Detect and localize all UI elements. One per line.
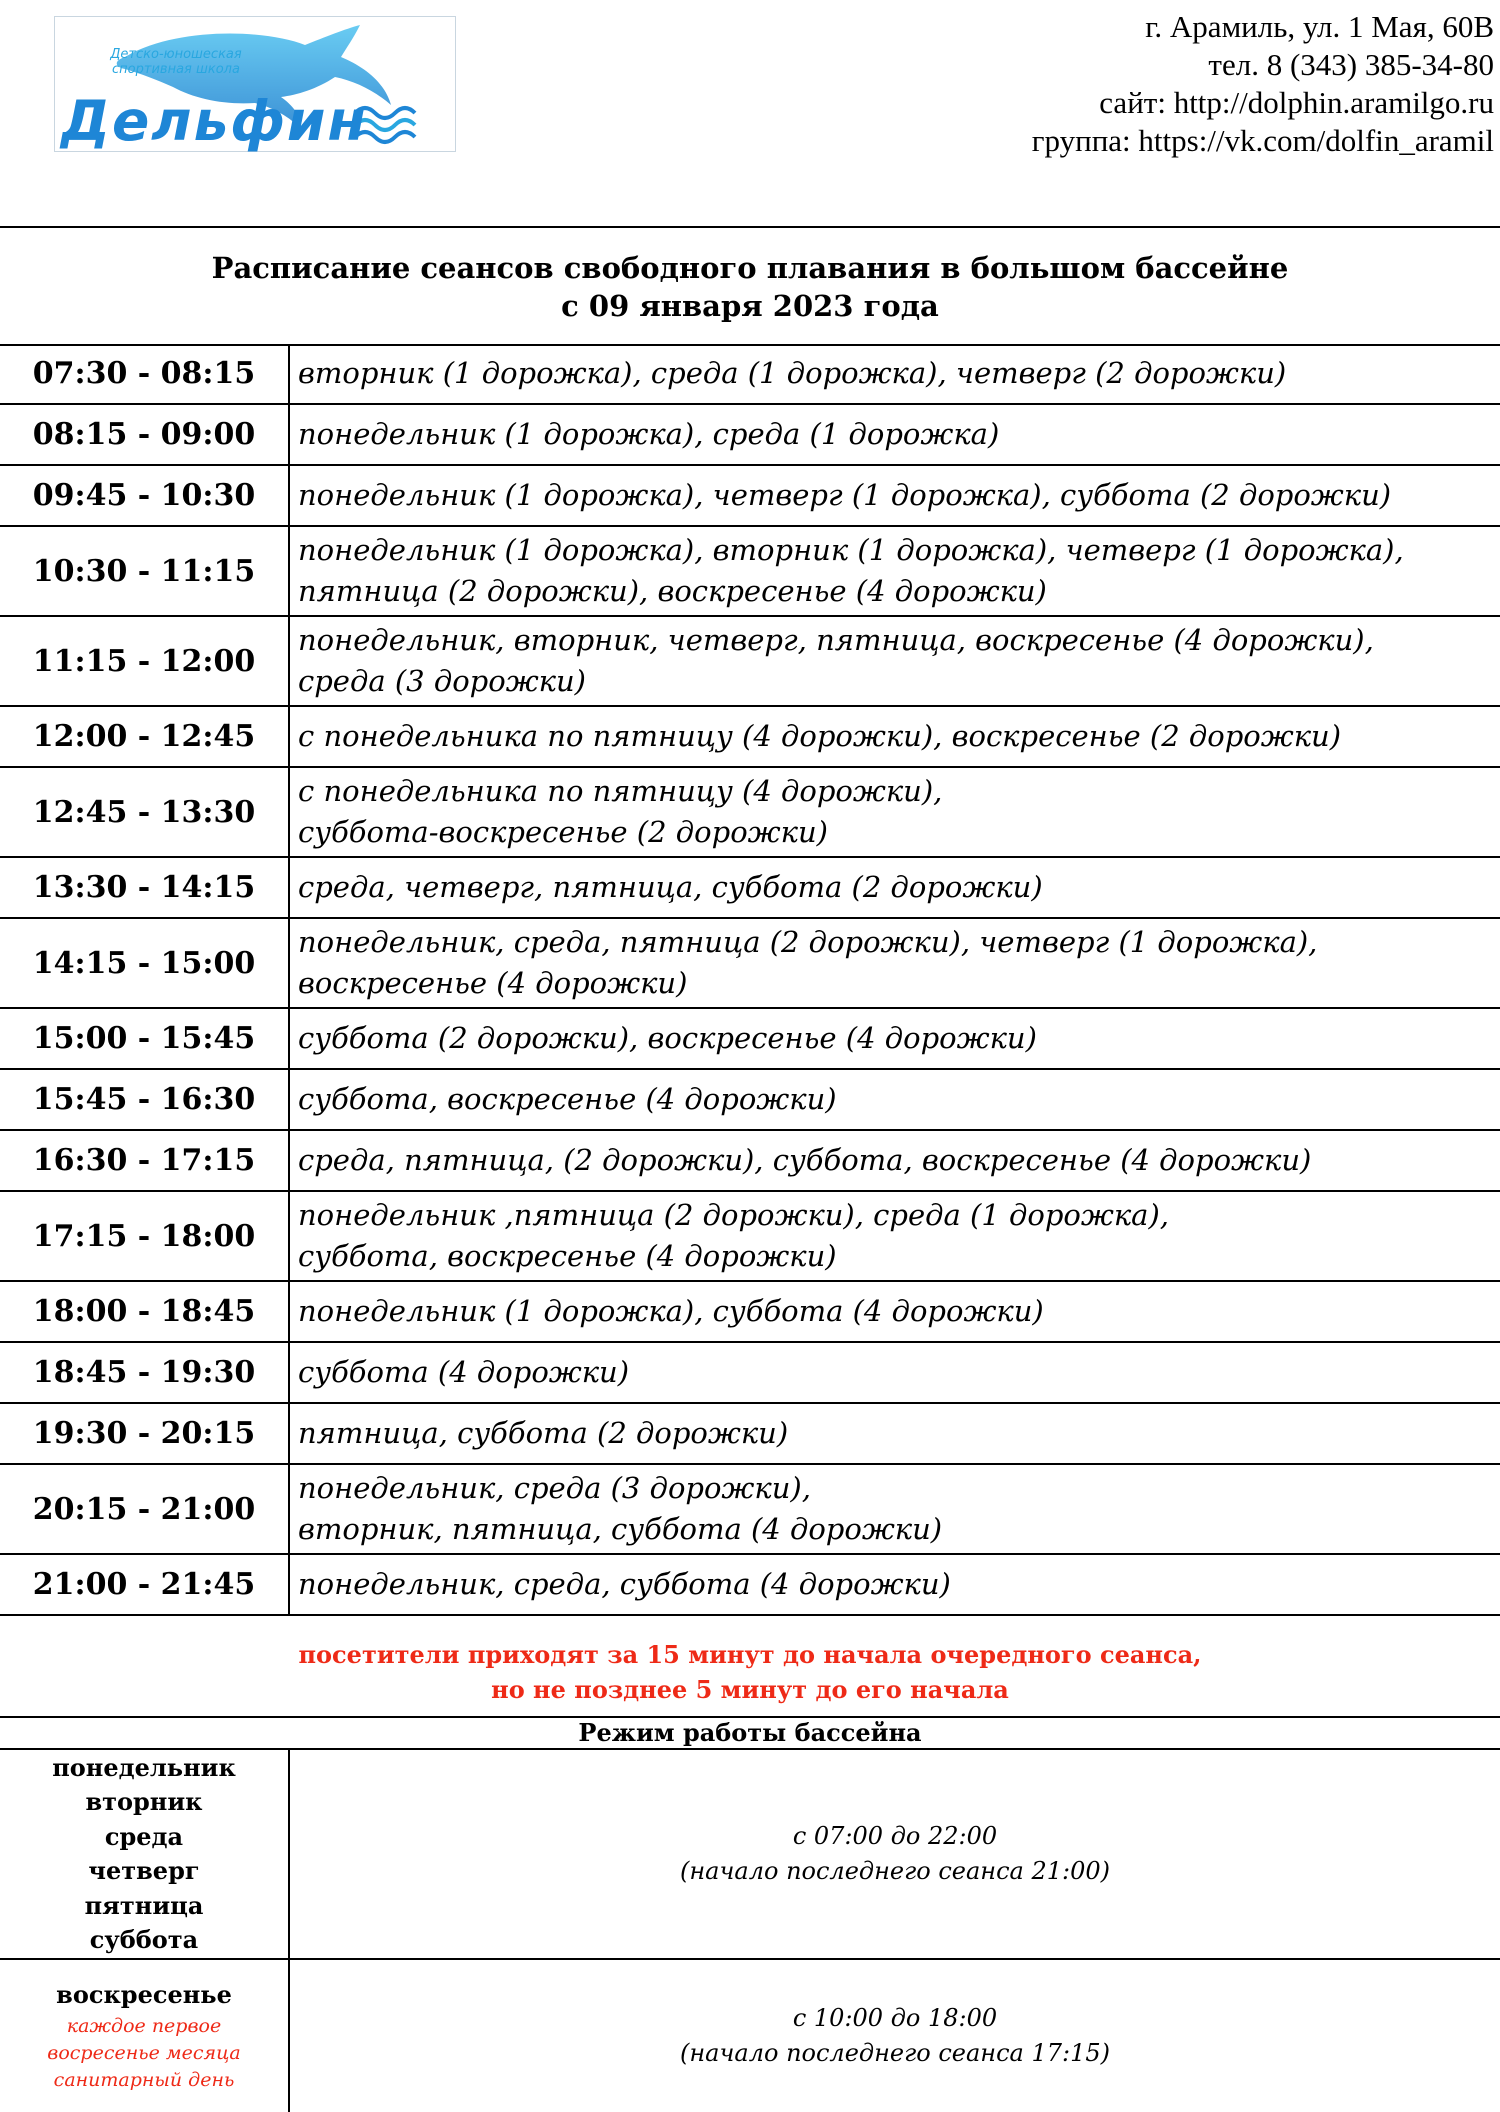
weekday-name: пятница (84, 1890, 204, 1920)
weekday-name: вторник (85, 1787, 203, 1816)
sunday-last-session: (начало последнего сеанса 17:15) (679, 2039, 1110, 2067)
title-line2: с 09 января 2023 года (561, 289, 939, 323)
logo-subtitle-line1: Детско-юношеская (110, 47, 242, 62)
session-time: 15:45 - 16:30 (0, 1069, 289, 1130)
session-days (289, 1008, 1500, 1069)
schedule-row (0, 526, 1500, 616)
schedule-row (0, 1281, 1500, 1342)
logo-name: Дельфин (61, 89, 368, 153)
schedule-row (0, 706, 1500, 767)
weekday-hours (289, 1750, 1500, 1959)
session-days-line: среда, четверг, пятница, суббота (2 дорожки) (298, 870, 1043, 904)
session-time: 14:15 - 15:00 (0, 918, 289, 1008)
session-time: 09:45 - 10:30 (0, 465, 289, 526)
session-time: 19:30 - 20:15 (0, 1403, 289, 1464)
sunday-hours (289, 1959, 1500, 2112)
session-days (289, 857, 1500, 918)
session-days (289, 767, 1500, 857)
session-time: 15:00 - 15:45 (0, 1008, 289, 1069)
session-days-line: среда, пятница, (2 дорожки), суббота, воскресенье (4 дорожки) (298, 1143, 1312, 1177)
sanitary-note-line: восресенье месяца (47, 2041, 241, 2064)
session-days (289, 616, 1500, 706)
sanitary-note-line: санитарный день (53, 2068, 235, 2091)
session-days-line: пятница, суббота (2 дорожки) (298, 1416, 789, 1450)
session-time: 18:00 - 18:45 (0, 1281, 289, 1342)
session-days-line: понедельник, среда, пятница (2 дорожки), четверг (1 дорожка), (298, 925, 1318, 959)
schedule-row (0, 767, 1500, 857)
session-days-line: понедельник (1 дорожка), среда (1 дорожка) (298, 417, 1000, 451)
sunday-cell (0, 1959, 289, 2112)
weekday-last-session: (начало последнего сеанса 21:00) (679, 1857, 1110, 1885)
session-days (289, 526, 1500, 616)
session-time: 11:15 - 12:00 (0, 616, 289, 706)
dolphin-logo (54, 16, 456, 152)
session-days (289, 1130, 1500, 1191)
notice-line1: посетители приходят за 15 минут до начала очередного сеанса, (298, 1640, 1202, 1669)
session-days-line: суббота (4 дорожки) (298, 1355, 630, 1389)
work-hours-table (0, 1750, 1500, 2112)
weekday-name: четверг (88, 1856, 200, 1885)
session-time: 12:45 - 13:30 (0, 767, 289, 857)
session-time: 20:15 - 21:00 (0, 1464, 289, 1554)
logo-subtitle (81, 47, 271, 77)
session-days-line: с понедельника по пятницу (4 дорожки), воскресенье (2 дорожки) (298, 719, 1342, 753)
session-days-line: понедельник (1 дорожка), суббота (4 дорожки) (298, 1294, 1044, 1328)
session-days (289, 1069, 1500, 1130)
session-time: 08:15 - 09:00 (0, 404, 289, 465)
session-days-line: воскресенье (4 дорожки) (298, 966, 688, 1000)
session-days-line: понедельник (1 дорожка), вторник (1 дорожка), четверг (1 дорожка), (298, 533, 1404, 567)
session-days (289, 918, 1500, 1008)
schedule-row (0, 1191, 1500, 1281)
session-days (289, 404, 1500, 465)
address: г. Арамиль, ул. 1 Мая, 60В (1145, 9, 1494, 44)
session-days (289, 1403, 1500, 1464)
weekday-name: суббота (89, 1925, 199, 1954)
schedule-title (0, 226, 1500, 346)
schedule-row (0, 1069, 1500, 1130)
session-days-line: суббота-воскресенье (2 дорожки) (298, 815, 828, 849)
schedule-row (0, 1008, 1500, 1069)
session-days-line: понедельник, вторник, четверг, пятница, воскресенье (4 дорожки), (298, 623, 1374, 657)
schedule-row (0, 918, 1500, 1008)
schedule-row (0, 1342, 1500, 1403)
session-days (289, 1554, 1500, 1615)
schedule-row (0, 1464, 1500, 1554)
session-days (289, 706, 1500, 767)
session-days (289, 1281, 1500, 1342)
session-days-line: понедельник, среда (3 дорожки), (298, 1471, 811, 1505)
session-days-line: понедельник (1 дорожка), четверг (1 дорожка), суббота (2 дорожки) (298, 478, 1392, 512)
session-time: 13:30 - 14:15 (0, 857, 289, 918)
schedule-row (0, 1130, 1500, 1191)
work-hours-title: Режим работы бассейна (0, 1718, 1500, 1750)
weekday-hours-row (0, 1750, 1500, 1959)
schedule-row (0, 1403, 1500, 1464)
phone: тел. 8 (343) 385-34-80 (1208, 47, 1494, 82)
session-days-line: суббота (2 дорожки), воскресенье (4 дорожки) (298, 1021, 1037, 1055)
session-days-line: вторник (1 дорожка), среда (1 дорожка), четверг (2 дорожки) (298, 356, 1287, 390)
schedule-row (0, 616, 1500, 706)
sunday-name: воскресенье (56, 1980, 232, 2010)
session-time: 07:30 - 08:15 (0, 344, 289, 404)
sanitary-note-line: каждое первое (66, 2014, 222, 2037)
session-days-line: среда (3 дорожки) (298, 664, 586, 698)
session-time: 10:30 - 11:15 (0, 526, 289, 616)
schedule-row (0, 465, 1500, 526)
session-days-line: с понедельника по пятницу (4 дорожки), (298, 774, 943, 808)
notice-line2: но не позднее 5 минут до его начала (491, 1675, 1009, 1704)
schedule-row (0, 404, 1500, 465)
session-time: 17:15 - 18:00 (0, 1191, 289, 1281)
weekday-name: среда (104, 1821, 184, 1851)
sunday-hours-row (0, 1959, 1500, 2112)
schedule-table (0, 344, 1500, 1616)
header (0, 0, 1500, 226)
session-time: 16:30 - 17:15 (0, 1130, 289, 1191)
session-days-line: суббота, воскресенье (4 дорожки) (298, 1239, 837, 1273)
session-time: 18:45 - 19:30 (0, 1342, 289, 1403)
session-time: 21:00 - 21:45 (0, 1554, 289, 1615)
sunday-hours-range: с 10:00 до 18:00 (792, 2004, 998, 2032)
arrival-notice (0, 1626, 1500, 1718)
schedule-row (0, 857, 1500, 918)
session-days (289, 1464, 1500, 1554)
session-days-line: пятница (2 дорожки), воскресенье (4 дорожки) (298, 574, 1047, 608)
group-link[interactable]: группа: https://vk.com/dolfin_aramil (1031, 123, 1494, 158)
session-days-line: суббота, воскресенье (4 дорожки) (298, 1082, 837, 1116)
title-line1: Расписание сеансов свободного плавания в большом бассейне (211, 251, 1289, 285)
session-days (289, 465, 1500, 526)
logo-subtitle-line2: спортивная школа (112, 62, 240, 77)
schedule-row (0, 344, 1500, 404)
session-days-line: вторник, пятница, суббота (4 дорожки) (298, 1512, 943, 1546)
session-days (289, 1191, 1500, 1281)
schedule-row (0, 1554, 1500, 1615)
session-time: 12:00 - 12:45 (0, 706, 289, 767)
session-days (289, 1342, 1500, 1403)
weekday-list (0, 1750, 289, 1959)
session-days (289, 344, 1500, 404)
session-days-line: понедельник ,пятница (2 дорожки), среда (1 дорожка), (298, 1198, 1169, 1232)
session-days-line: понедельник, среда, суббота (4 дорожки) (298, 1567, 951, 1601)
weekday-hours-range: с 07:00 до 22:00 (792, 1822, 998, 1850)
site-link[interactable]: сайт: http://dolphin.aramilgo.ru (1099, 85, 1494, 120)
weekday-name: понедельник (52, 1752, 236, 1782)
contacts (1032, 8, 1494, 160)
